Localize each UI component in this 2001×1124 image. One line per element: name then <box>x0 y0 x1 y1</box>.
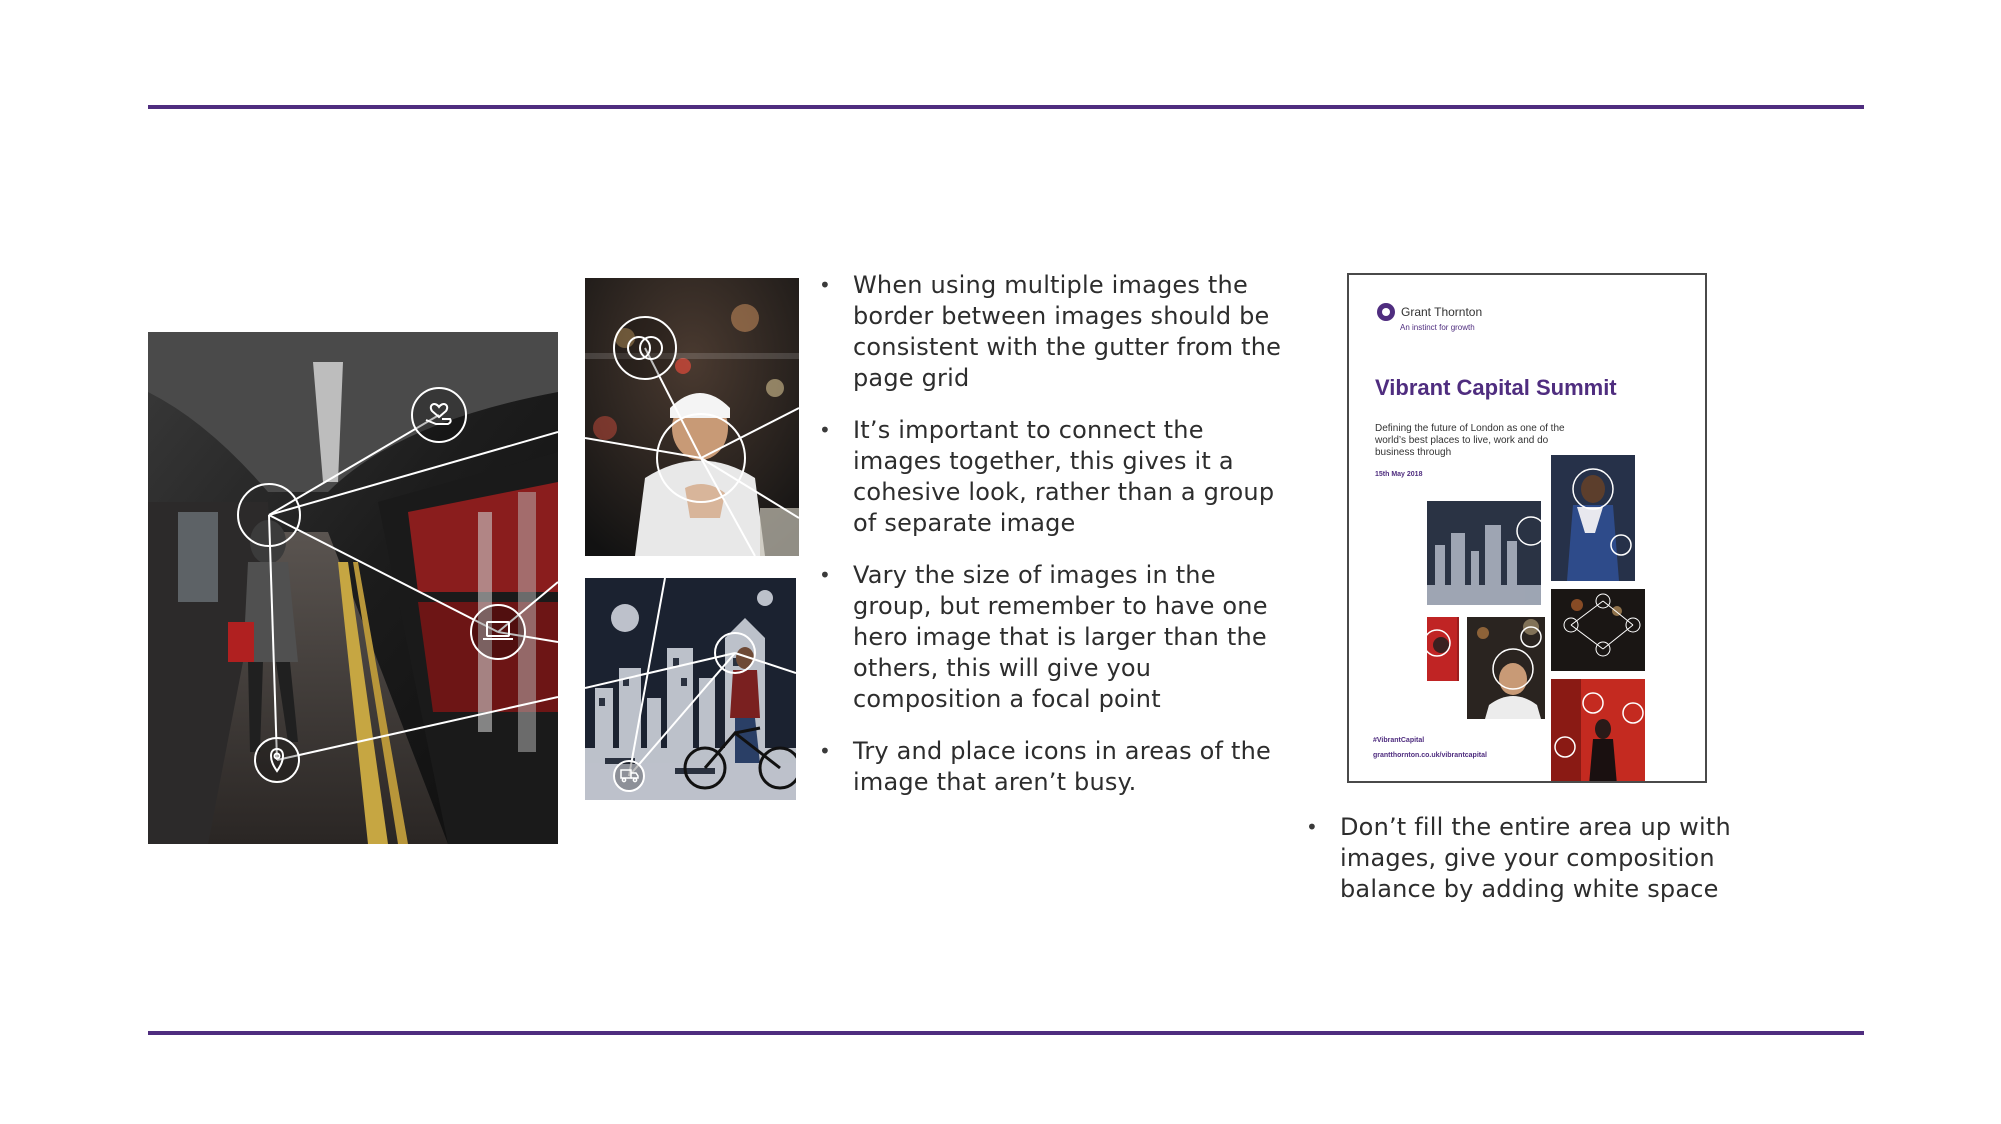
bullet-item: • Try and place icons in areas of the image that aren’t busy. <box>813 736 1293 798</box>
bullet-item: • It’s important to connect the images together, this gives it a cohesive look, rather than a group of separate image <box>813 415 1293 539</box>
bullet-item: • Don’t fill the entire area up with images, give your composition balance by adding white space <box>1300 812 1740 905</box>
cover-subtitle: Defining the future of London as one of the world’s best places to live, work and do business through <box>1375 423 1565 458</box>
logo-tagline: An instinct for growth <box>1400 323 1475 332</box>
photo-subway-platform <box>148 332 558 844</box>
grant-thornton-logo <box>1377 303 1482 321</box>
bullet-item: • Vary the size of images in the group, but remember to have one hero image that is larger than the others, this will give you composition a focal point <box>813 560 1293 715</box>
bottom-rule <box>148 1031 1864 1035</box>
guideline-bullets <box>813 270 1293 819</box>
cover-date: 15th May 2018 <box>1375 471 1423 478</box>
bullet-item: • When using multiple images the border between images should be consistent with the gutter from the page grid <box>813 270 1293 394</box>
logo-mark-icon <box>1377 303 1395 321</box>
cover-hashtag: #VibrantCapital <box>1373 737 1425 744</box>
cover-url: grantthornton.co.uk/vibrantcapital <box>1373 752 1487 759</box>
cover-image-collage <box>1427 455 1707 783</box>
top-rule <box>148 105 1864 109</box>
photo-chef <box>585 278 799 556</box>
brochure-cover <box>1347 273 1707 783</box>
whitespace-note <box>1300 812 1740 926</box>
cover-title: Vibrant Capital Summit <box>1375 375 1617 400</box>
photo-mural-cyclist <box>585 578 796 800</box>
logo-name: Grant Thornton <box>1401 305 1483 319</box>
